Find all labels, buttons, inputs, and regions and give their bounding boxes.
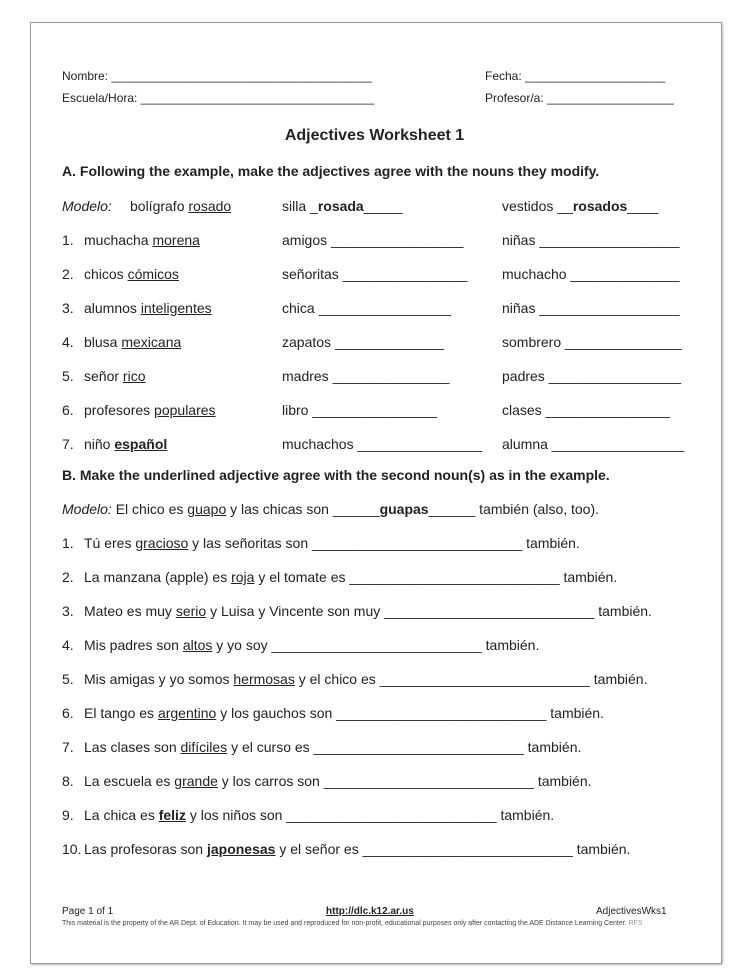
model-answer: rosados bbox=[572, 198, 628, 214]
answer-blank[interactable]: clases ________________ bbox=[502, 402, 671, 418]
adjective: hermosas bbox=[233, 671, 295, 687]
answer-blank[interactable]: muchacho ______________ bbox=[502, 266, 680, 282]
list-item bbox=[62, 637, 74, 653]
school-field bbox=[62, 91, 374, 105]
model-label: Modelo: bbox=[62, 501, 112, 517]
list-item bbox=[62, 773, 74, 789]
text: Las profesoras son bbox=[84, 841, 207, 857]
adjective: argentino bbox=[157, 705, 217, 721]
sentence bbox=[84, 739, 581, 755]
model-adjective: rosado bbox=[188, 198, 232, 214]
list-item bbox=[62, 739, 74, 755]
list-item bbox=[62, 334, 74, 350]
page-title: Adjectives Worksheet 1 bbox=[284, 127, 465, 144]
adjective: español bbox=[114, 436, 168, 452]
school-label: Escuela/Hora: bbox=[62, 91, 138, 105]
item-number: 8. bbox=[62, 773, 74, 789]
text: La escuela es bbox=[84, 773, 175, 789]
noun: niño bbox=[84, 436, 111, 452]
answer-blank[interactable]: alumna _________________ bbox=[502, 436, 685, 452]
copyright-notice bbox=[62, 920, 643, 927]
model-adjective: guapo bbox=[187, 501, 227, 517]
text: ______ también (also, too). bbox=[428, 501, 600, 517]
adjective: morena bbox=[152, 232, 200, 248]
item-number: 4. bbox=[62, 334, 74, 350]
list-item bbox=[62, 603, 74, 619]
list-item bbox=[62, 841, 81, 857]
section-b-heading: B. Make the underlined adjective agree with the second noun(s) as in the example. bbox=[62, 467, 610, 483]
item-number: 1. bbox=[62, 535, 74, 551]
item-number: 2. bbox=[62, 266, 74, 282]
footer-url-link[interactable]: http://dlc.k12.ar.us bbox=[326, 906, 414, 917]
text: y las chicas son ______ bbox=[226, 501, 380, 517]
item-number: 2. bbox=[62, 569, 74, 585]
school-blank[interactable]: ___________________________________ bbox=[140, 91, 375, 105]
model-noun: bolígrafo bbox=[130, 198, 185, 214]
noun: chicos bbox=[84, 266, 124, 282]
list-item bbox=[62, 807, 74, 823]
model-col3 bbox=[502, 198, 658, 214]
noun: profesores bbox=[84, 402, 151, 418]
item-number: 10. bbox=[62, 841, 82, 857]
list-item bbox=[62, 300, 74, 316]
section-a-heading: A. Following the example, make the adjectives agree with the nouns they modify. bbox=[62, 163, 600, 179]
item-number: 7. bbox=[62, 436, 74, 452]
item-number: 6. bbox=[62, 402, 74, 418]
adjective: cómicos bbox=[127, 266, 179, 282]
model-answer: guapas bbox=[379, 501, 429, 517]
answer-blank[interactable]: y el chico es ___________________________ también. bbox=[294, 671, 648, 687]
text: Mis amigas y yo somos bbox=[84, 671, 234, 687]
list-item bbox=[62, 569, 74, 585]
list-item bbox=[62, 402, 74, 418]
answer-blank[interactable]: zapatos ______________ bbox=[282, 334, 444, 350]
item-number: 1. bbox=[62, 232, 74, 248]
adjective: populares bbox=[154, 402, 216, 418]
answer-blank[interactable]: y el tomate es ___________________________ también. bbox=[254, 569, 618, 585]
item-number: 3. bbox=[62, 603, 74, 619]
noun: blusa bbox=[84, 334, 118, 350]
answer-blank[interactable]: y Luisa y Vincente son muy ___________________________ también. bbox=[206, 603, 652, 619]
answer-blank[interactable]: y los carros son ___________________________ también. bbox=[217, 773, 592, 789]
sentence bbox=[84, 569, 617, 585]
answer-blank[interactable]: amigos _________________ bbox=[282, 232, 464, 248]
adjective: rico bbox=[122, 368, 146, 384]
answer-blank[interactable]: madres _______________ bbox=[282, 368, 450, 384]
list-item bbox=[62, 266, 74, 282]
adjective: serio bbox=[175, 603, 207, 619]
text: Mis padres son bbox=[84, 637, 183, 653]
answer-blank[interactable]: y el señor es ___________________________ también. bbox=[275, 841, 631, 857]
document-code: AdjectivesWks1 bbox=[596, 906, 667, 917]
answer-blank[interactable]: libro ________________ bbox=[282, 402, 437, 418]
date-label: Fecha: bbox=[485, 69, 522, 83]
adjective: altos bbox=[182, 637, 213, 653]
sentence bbox=[84, 841, 630, 857]
name-blank[interactable]: _______________________________________ bbox=[111, 69, 372, 83]
item-noun-adjective bbox=[84, 266, 179, 282]
answer-blank[interactable]: señoritas ________________ bbox=[282, 266, 468, 282]
answer-blank[interactable]: y el curso es ___________________________ también. bbox=[227, 739, 582, 755]
blank: ____ bbox=[627, 198, 659, 214]
answer-blank[interactable]: y los niños son ___________________________ también. bbox=[185, 807, 555, 823]
name-label: Nombre: bbox=[62, 69, 109, 83]
adjective: difíciles bbox=[180, 739, 228, 755]
answer-blank[interactable]: muchachos ________________ bbox=[282, 436, 483, 452]
blank: _____ bbox=[363, 198, 403, 214]
page-number: Page 1 of 1 bbox=[62, 906, 114, 917]
noun: muchacha bbox=[84, 232, 149, 248]
list-item bbox=[62, 671, 74, 687]
item-number: 3. bbox=[62, 300, 74, 316]
model-noun: silla bbox=[282, 198, 307, 214]
model-col1 bbox=[130, 198, 231, 214]
item-number: 5. bbox=[62, 671, 74, 687]
model-label: Modelo: bbox=[62, 198, 112, 214]
noun: alumnos bbox=[84, 300, 137, 316]
adjective: japonesas bbox=[206, 841, 276, 857]
text: El tango es bbox=[84, 705, 158, 721]
list-item bbox=[62, 232, 74, 248]
item-noun-adjective bbox=[84, 300, 212, 316]
text: Mateo es muy bbox=[84, 603, 176, 619]
text: Las clases son bbox=[84, 739, 181, 755]
answer-blank[interactable]: niñas __________________ bbox=[502, 300, 680, 316]
item-noun-adjective bbox=[84, 402, 216, 418]
sentence bbox=[84, 603, 652, 619]
item-noun-adjective bbox=[84, 436, 167, 452]
author-initials: RFS bbox=[628, 920, 643, 927]
answer-blank[interactable]: sombrero _______________ bbox=[502, 334, 682, 350]
teacher-blank[interactable]: ___________________ bbox=[547, 91, 674, 105]
list-item bbox=[62, 368, 74, 384]
item-noun-adjective bbox=[84, 232, 200, 248]
text: Tú eres bbox=[84, 535, 136, 551]
adjective: inteligentes bbox=[140, 300, 212, 316]
adjective: grande bbox=[174, 773, 218, 789]
adjective: mexicana bbox=[121, 334, 182, 350]
adjective: roja bbox=[231, 569, 255, 585]
teacher-label: Profesor/a: bbox=[485, 91, 544, 105]
answer-blank[interactable]: y yo soy ___________________________ también. bbox=[212, 637, 540, 653]
adjective: gracioso bbox=[135, 535, 189, 551]
blank: _ bbox=[310, 198, 318, 214]
item-number: 6. bbox=[62, 705, 74, 721]
answer-blank[interactable]: y las señoritas son ___________________________ también. bbox=[188, 535, 580, 551]
answer-blank[interactable]: padres _________________ bbox=[502, 368, 682, 384]
list-item bbox=[62, 436, 74, 452]
date-field bbox=[485, 69, 665, 83]
answer-blank[interactable]: niñas __________________ bbox=[502, 232, 680, 248]
sentence bbox=[84, 535, 580, 551]
blank: __ bbox=[557, 198, 573, 214]
item-number: 9. bbox=[62, 807, 74, 823]
sentence bbox=[84, 773, 592, 789]
text: La manzana (apple) es bbox=[84, 569, 232, 585]
noun: señor bbox=[84, 368, 120, 384]
adjective: feliz bbox=[158, 807, 186, 823]
item-number: 4. bbox=[62, 637, 74, 653]
name-field bbox=[62, 69, 372, 83]
model-col2 bbox=[282, 198, 403, 214]
model-noun: vestidos bbox=[502, 198, 554, 214]
model-answer: rosada bbox=[317, 198, 364, 214]
list-item bbox=[62, 705, 74, 721]
text: La chica es bbox=[84, 807, 159, 823]
sentence bbox=[84, 637, 539, 653]
section-b-model bbox=[62, 501, 599, 517]
section-a-model bbox=[62, 198, 112, 214]
sentence bbox=[84, 705, 604, 721]
text: El chico es bbox=[111, 501, 188, 517]
sentence bbox=[84, 807, 554, 823]
item-noun-adjective bbox=[84, 334, 181, 350]
list-item bbox=[62, 535, 74, 551]
notice-text: This material is the property of the AR Dept. of Education. It may be used and reproduced for non-profit, educational purposes only after contacting the ADE Distance Learning Center. bbox=[62, 920, 627, 927]
item-number: 5. bbox=[62, 368, 74, 384]
date-blank[interactable]: _____________________ bbox=[525, 69, 666, 83]
item-number: 7. bbox=[62, 739, 74, 755]
sentence bbox=[84, 671, 647, 687]
answer-blank[interactable]: y los gauchos son ___________________________ también. bbox=[216, 705, 604, 721]
teacher-field bbox=[485, 91, 674, 105]
item-noun-adjective bbox=[84, 368, 145, 384]
answer-blank[interactable]: chica _________________ bbox=[282, 300, 451, 316]
